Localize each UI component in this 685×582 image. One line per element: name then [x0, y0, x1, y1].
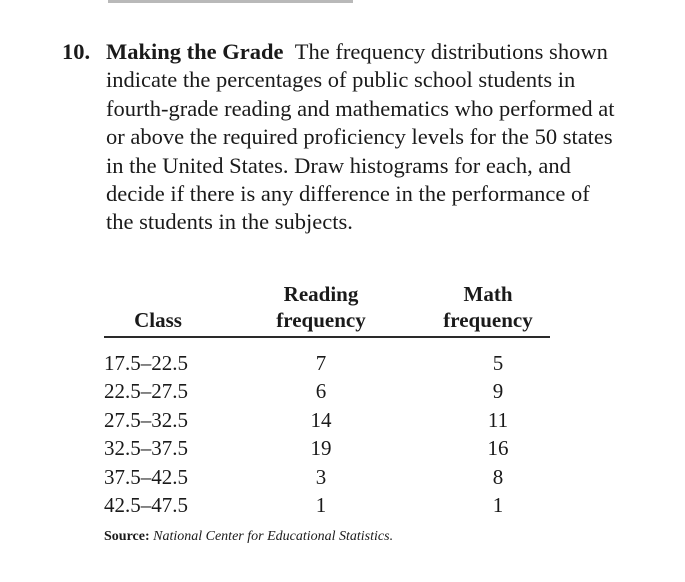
- problem-line: the students in the subjects.: [106, 209, 353, 235]
- problem-line-text: The frequency distributions shown: [294, 39, 608, 64]
- cell-math: 16: [487, 436, 509, 461]
- cell-math: 5: [492, 351, 504, 375]
- cell-class: 32.5–37.5: [104, 436, 188, 461]
- cropped-previous-line: [108, 0, 353, 3]
- cell-math: 8: [492, 464, 504, 489]
- source-label: Source:: [104, 529, 150, 544]
- table-row: [104, 491, 550, 519]
- problem-line: or above the required proficiency levels for the 50 states: [106, 124, 613, 150]
- table-body: [104, 338, 550, 519]
- frequency-table: [104, 280, 550, 519]
- problem-line: decide if there is any difference in the performance of: [106, 181, 590, 207]
- table-header: [104, 280, 550, 338]
- problem-line: [106, 38, 662, 66]
- header-math-line2: frequency: [443, 308, 533, 332]
- cell-class: 37.5–42.5: [104, 464, 188, 489]
- header-reading: [254, 281, 388, 333]
- header-class: Class: [134, 308, 182, 332]
- header-math: [426, 281, 550, 333]
- table-row: [104, 434, 550, 462]
- problem-number: 10.: [62, 39, 91, 64]
- cell-reading: 14: [310, 407, 332, 432]
- header-reading-line2: frequency: [276, 308, 366, 332]
- cell-class: 27.5–32.5: [104, 407, 188, 432]
- problem-title: Making the Grade: [106, 39, 284, 64]
- header-math-line1: Math: [463, 282, 513, 306]
- cell-reading: 1: [315, 492, 327, 517]
- problem-line: in the United States. Draw histograms for each, and: [106, 152, 571, 178]
- cell-reading: 6: [315, 379, 327, 404]
- table-row: [104, 406, 550, 434]
- cell-math: 11: [487, 407, 509, 432]
- cell-math: 1: [492, 492, 504, 517]
- cell-math: 9: [492, 379, 504, 404]
- problem-text: [106, 38, 662, 237]
- header-reading-line1: Reading: [283, 282, 359, 306]
- table-row: [104, 463, 550, 491]
- table-row: [104, 377, 550, 405]
- cell-reading: 7: [315, 351, 327, 375]
- source-name: National Center for Educational Statistics.: [153, 529, 394, 544]
- cell-reading: 3: [315, 464, 327, 489]
- cell-reading: 19: [310, 436, 332, 461]
- cell-class: 42.5–47.5: [104, 492, 188, 517]
- problem-block: [62, 38, 662, 237]
- source-note: [104, 528, 393, 546]
- problem-line: indicate the percentages of public school students in: [106, 67, 576, 93]
- cell-class: 17.5–22.5: [104, 351, 188, 375]
- table-row: [104, 349, 550, 377]
- cell-class: 22.5–27.5: [104, 379, 188, 404]
- problem-line: fourth-grade reading and mathematics who performed at: [106, 95, 615, 121]
